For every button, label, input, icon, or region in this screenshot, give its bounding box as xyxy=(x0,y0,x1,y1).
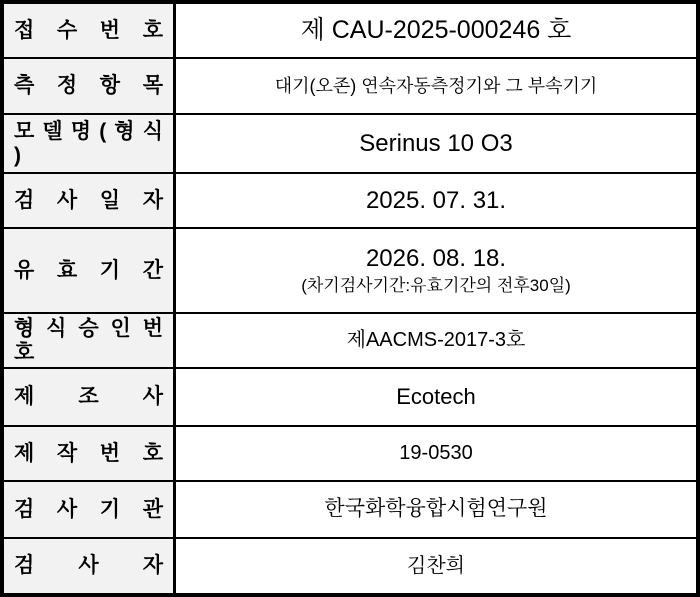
validity-period-label: 유 효 기 간 xyxy=(14,258,163,282)
model-name-value-cell xyxy=(176,115,696,172)
inspection-date-label-cell xyxy=(4,174,176,227)
model-name-label-cell xyxy=(4,115,176,172)
validity-period-value-cell xyxy=(176,229,696,312)
manufacturer-label: 제 조 사 xyxy=(14,385,163,409)
measurement-item-value: 대기(오존) 연속자동측정기와 그 부속기기 xyxy=(274,75,598,96)
receipt-number-label: 접 수 번 호 xyxy=(14,18,163,42)
validity-period-label-cell xyxy=(4,229,176,312)
manufacturer-value-cell xyxy=(176,369,696,425)
inspector-label: 검 사 자 xyxy=(14,554,163,578)
type-approval-number-label-cell xyxy=(4,314,176,367)
inspector-value-cell xyxy=(176,539,696,593)
type-approval-number-value-cell xyxy=(176,314,696,367)
validity-period-note: (차기검사기간:유효기간의 전후30일) xyxy=(301,276,571,296)
inspection-agency-value: 한국화학융합시험연구원 xyxy=(324,497,548,521)
inspection-agency-value-cell xyxy=(176,482,696,537)
model-name-value: Serinus 10 O3 xyxy=(359,129,513,157)
row-manufacturer xyxy=(4,369,696,427)
receipt-number-label-cell xyxy=(4,4,176,57)
validity-period-value: 2026. 08. 18. xyxy=(365,245,507,273)
row-inspector xyxy=(4,539,696,593)
inspection-date-value-cell xyxy=(176,174,696,227)
inspection-agency-label: 검 사 기 관 xyxy=(14,497,163,521)
row-inspection-agency xyxy=(4,482,696,539)
model-name-label: 모 델 명 ( 형 식 ) xyxy=(14,120,163,167)
inspection-date-value: 2025. 07. 31. xyxy=(365,186,507,214)
row-validity-period xyxy=(4,229,696,314)
measurement-item-label-cell xyxy=(4,59,176,113)
row-model-name xyxy=(4,115,696,174)
serial-number-label: 제 작 번 호 xyxy=(14,441,163,465)
measurement-item-label: 측 정 항 목 xyxy=(14,74,163,98)
type-approval-number-label: 형 식 승 인 번 호 xyxy=(14,317,163,364)
row-measurement-item xyxy=(4,59,696,115)
inspector-label-cell xyxy=(4,539,176,593)
measurement-item-value-cell xyxy=(176,59,696,113)
manufacturer-label-cell xyxy=(4,369,176,425)
row-receipt-number xyxy=(4,4,696,59)
manufacturer-value: Ecotech xyxy=(396,384,476,410)
row-type-approval-number xyxy=(4,314,696,369)
type-approval-number-value: 제AACMS-2017-3호 xyxy=(346,329,526,351)
inspector-value: 김찬희 xyxy=(407,554,465,577)
row-serial-number xyxy=(4,427,696,482)
serial-number-value-cell xyxy=(176,427,696,480)
inspection-date-label: 검 사 일 자 xyxy=(14,188,163,212)
receipt-number-value: 제 CAU-2025-000246 호 xyxy=(300,15,572,44)
row-inspection-date xyxy=(4,174,696,229)
inspection-agency-label-cell xyxy=(4,482,176,537)
serial-number-value: 19-0530 xyxy=(399,442,473,464)
receipt-number-value-cell xyxy=(176,4,696,57)
serial-number-label-cell xyxy=(4,427,176,480)
